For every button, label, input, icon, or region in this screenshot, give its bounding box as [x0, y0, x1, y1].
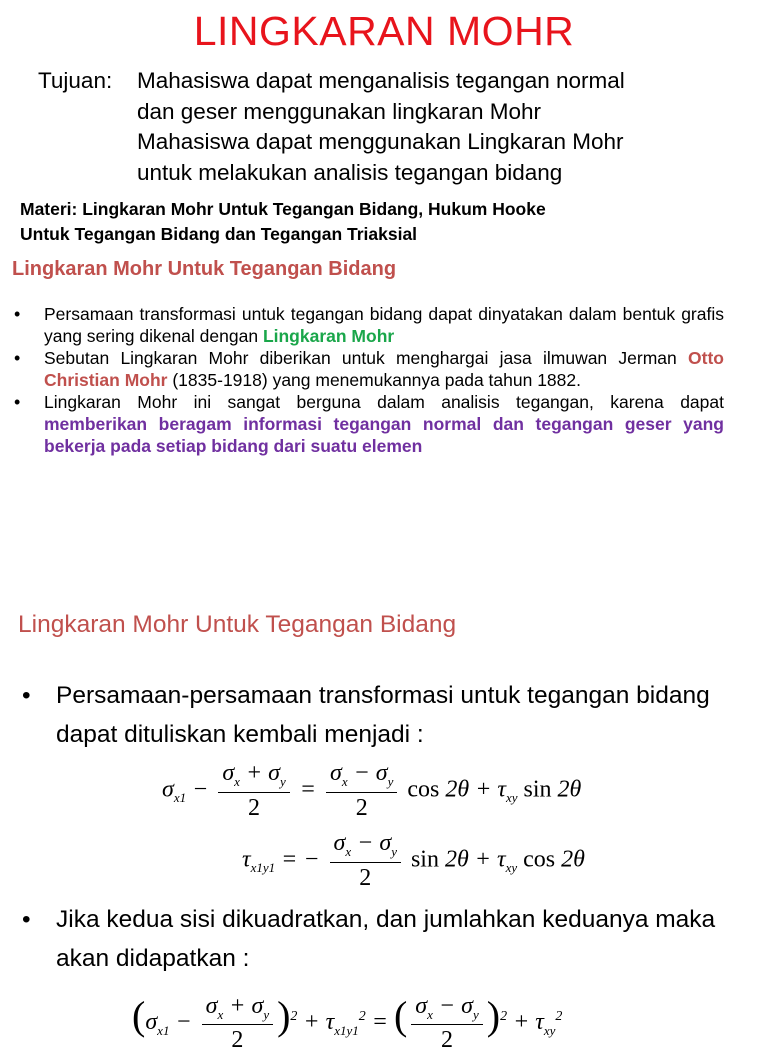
section1-heading: Lingkaran Mohr Untuk Tegangan Bidang	[12, 258, 397, 280]
objectives-label: Tujuan:	[38, 68, 113, 93]
objective-line: Mahasiswa dapat menganalisis tegangan normal	[137, 68, 625, 93]
bullet-highlight: Lingkaran Mohr	[262, 326, 395, 346]
equation-sigma-x1: $\sigma_{x1}$ − $\frac{\sigma_x + \sigma_y}{2}$ = $\frac{\sigma_x - \sigma_y}{2}$ $\cos 2\theta + \tau_{xy}$ sin 2θ	[162, 760, 582, 821]
materials-block	[20, 197, 760, 246]
section1-bullet-list	[12, 303, 724, 457]
equation-tau-x1y1: $\tau_{x1y1}$ = − $\frac{\sigma_x - \sigma_y}{2}$ $\sin 2\theta + \tau_{xy}$ cos 2θ	[242, 830, 585, 891]
bullet-highlight: Otto Christian Mohr	[44, 348, 724, 390]
bullet-item: • Persamaan-persamaan transformasi untuk tegangan bidang dapat dituliskan kembali menjadi :	[18, 676, 748, 754]
bullet-item	[12, 391, 724, 457]
bullet-text: (1835-1918) yang menemukannya pada tahun 1882.	[172, 370, 581, 390]
section2-bullet-list-2	[18, 900, 748, 978]
bullet-item	[12, 347, 724, 391]
page-title: LINGKARAN MOHR	[193, 8, 575, 54]
section2-bullet-list	[18, 676, 748, 754]
materials-line: Untuk Tegangan Bidang dan Tegangan Triaksial	[20, 223, 418, 244]
section2-heading: Lingkaran Mohr Untuk Tegangan Bidang	[18, 611, 457, 638]
bullet-text: Lingkaran Mohr ini sangat berguna dalam analisis tegangan, karena dapat	[44, 392, 724, 412]
bullet-highlight: memberikan beragam informasi tegangan normal dan tegangan geser yang bekerja pada setiap bidang dari suatu elemen	[44, 414, 724, 456]
bullet-item: • Jika kedua sisi dikuadratkan, dan jumlahkan keduanya maka akan didapatkan :	[18, 900, 748, 978]
objective-line: untuk melakukan analisis tegangan bidang	[137, 159, 563, 185]
objective-line: Mahasiswa dapat menggunakan Lingkaran Mohr	[137, 129, 624, 154]
equation-squared-sum: ($\sigma_{x1}$ − $\frac{\sigma_x + \sigma_y}{2}$ )$^2 + \tau_{x1y1}^2$ = ( $\frac{\sigma_x - \sigma_y}{2}$ )$^2 + \tau_{xy}^2$	[132, 992, 563, 1054]
bullet-text: Sebutan Lingkaran Mohr diberikan untuk menghargai jasa ilmuwan Jerman	[44, 348, 677, 368]
objective-line: dan geser menggunakan lingkaran Mohr	[137, 98, 542, 124]
bullet-text: Persamaan transformasi untuk tegangan bidang dapat dinyatakan dalam bentuk grafis yang sering dikenal dengan	[44, 304, 724, 346]
objectives-block	[38, 66, 758, 188]
bullet-item	[12, 303, 724, 347]
materials-line: Materi: Lingkaran Mohr Untuk Tegangan Bidang, Hukum Hooke	[20, 199, 546, 219]
